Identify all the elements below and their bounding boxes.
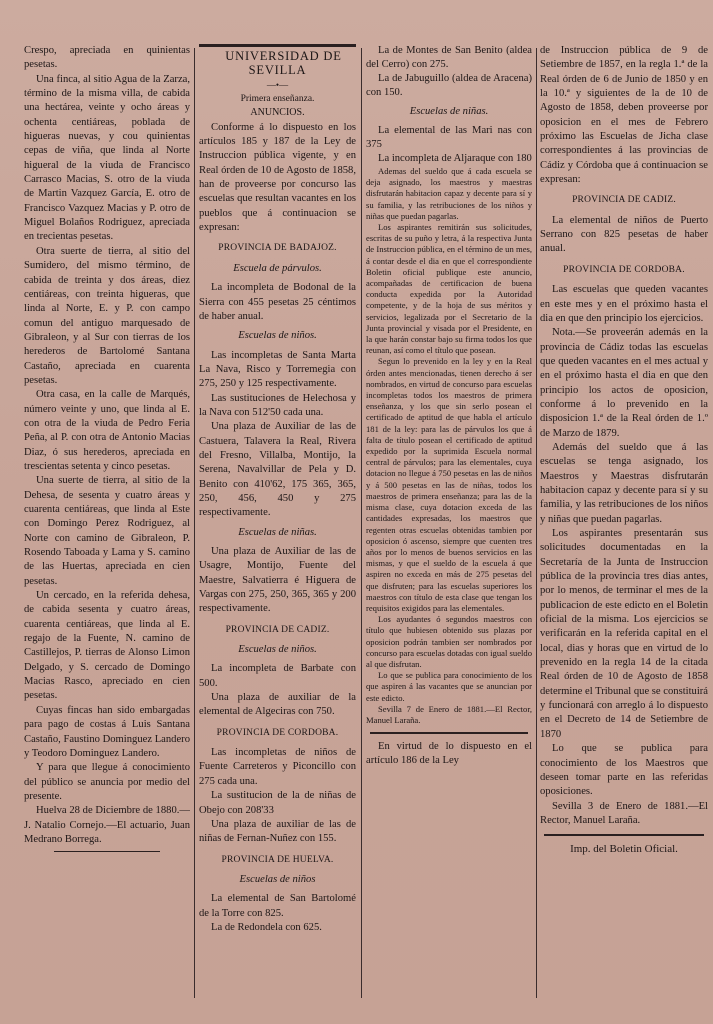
paragraph: Una finca, al sitio Agua de la Zarza, término de la misma villa, de cabida una hectárea, veinte y ocho áreas y ochenta centiáreas, poblada de higueras nuevas, y cou quinientas cepas de viña, que linda al Norte higueral de la viuda de Francisco Carrasco Macias, S. otro de la viuda de Martin Vazquez García, E. otro de Francisco Vazquez Macias y P. otro de Miguel Bolaños Rodriguez, apreciada en trecientas pesetas. bbox=[24, 73, 190, 243]
school-type: Escuelas de niñas. bbox=[238, 526, 317, 538]
province-heading: PROVINCIA DE CADIZ. bbox=[572, 195, 676, 206]
paragraph: La incompleta de Barbate con 500. bbox=[199, 663, 356, 689]
paragraph: La elemental de niños de Puerto Serrano con 825 pesetas de haber anual. bbox=[540, 214, 708, 255]
column-divider bbox=[194, 48, 195, 998]
ornament: —•— bbox=[266, 79, 289, 90]
paragraph: Segun lo prevenido en la ley y en la Real órden antes mencionadas, tienen derecho á ser nombrados, en virtud de concurso para escuelas incompletas todos los maestros de primera enseñanza, y los que sin serlo posean el certificado de aptitud de que habla el artículo 181 de la ley: para las de párvulos los que á falta de título posean el certificado de aptitud expedido por la suprimida Escuela normal central de párvulos; para las elementales, cuya dotacion no llegue á 750 pesetas en las de niños y á 500 pesetas en las de niñas, todos los maestros de primera enseñanza; para las de la misma clase, cuya dotacion exceda de las cantidades expresadas, los maestros que regenten otras escuelas obtenidas tambien por oposicion ó ascenso, siempre que cuenten tres años por lo menos de buenos servicios en las mismas, y que el sueldo de la escuela á que aspiren no exceda en más de 275 pesetas del que disfruten; para las escuelas superiores los maestros con título de esta clase que tengan los requisitos exigidos para las elementales. bbox=[366, 356, 532, 613]
paragraph: Las incompletas de Santa Marta La Nava, Risco y Torremegia con 275, 250 y 125 respectivamente. bbox=[199, 349, 356, 390]
column-divider bbox=[361, 48, 362, 998]
paragraph: Una plaza de Auxiliar de las de Usagre, Montijo, Fuente del Maestre, Salvatierra é Higuera de Vargas con 275, 250, 365, 365 y 200 respectivamente. bbox=[199, 546, 356, 615]
paragraph: Cuyas fincas han sido embargadas para pago de costas á Luis Santana Castaño, Faustino Dominguez Landero y Teodoro Dominguez Landero. bbox=[24, 704, 190, 759]
paragraph: La incompleta de Bodonal de la Sierra con 455 pesetas 25 céntimos de haber anual. bbox=[199, 282, 356, 322]
paragraph: Una suerte de tierra, al sitio de la Dehesa, de sesenta y cuatro áreas y cuarenta centiáreas, que linda al Este con Domingo Perez Rodriguez, al Norte con camino de Gibraleon, P. Rosendo Taboada y Lama y S. camino de las Huertas, apreciada en cien pesetas. bbox=[24, 475, 190, 587]
paragraph: Y para que llegue á conocimiento del público se anuncia por medio del presente. bbox=[24, 762, 190, 802]
paragraph: La de Montes de San Benito (aldea del Cerro) con 275. bbox=[366, 45, 532, 70]
section-rule bbox=[544, 834, 704, 836]
province-heading: PROVINCIA DE CADIZ. bbox=[225, 624, 330, 635]
paragraph: Sevilla 3 de Enero de 1881.—El Rector, Manuel Laraña. bbox=[540, 800, 708, 826]
paragraph: La sustitucion de la de niñas de Obejo con 208'33 bbox=[199, 790, 356, 816]
section-subheading: Primera enseñanza. bbox=[240, 94, 315, 105]
paragraph: Una plaza de auxiliar de las de niñas de Fernan-Nuñez con 155. bbox=[199, 818, 356, 845]
paragraph: Crespo, apreciada en quinientas pesetas. bbox=[24, 45, 190, 71]
school-type: Escuelas de niños. bbox=[238, 330, 317, 342]
school-type: Escuelas de niños. bbox=[238, 644, 317, 656]
province-heading: PROVINCIA DE CORDOBA. bbox=[563, 264, 685, 275]
paragraph: Otra suerte de tierra, al sitio del Sumidero, del mismo término, de cabida de treinta y dos áreas, diez centiáreas, con treinta higueras, que linda al Norte, E. y P. con campo comun del antiguo marquesado de Gibraleon, y al Sur con tierras de los herederos de Bartolomé Santana Castaño, apreciada en cuarenta pesetas. bbox=[24, 245, 190, 386]
paragraph: Los ayudantes ó segundos maestros con título que hubiesen obtenido sus plazas por oposicion podrán tambien ser nombrados por concurso para escuelas dotadas con igual sueldo al que disfrutan. bbox=[366, 614, 532, 669]
section-rule bbox=[370, 732, 528, 734]
closing-rule bbox=[54, 851, 160, 852]
paragraph: La elemental de las Mari nas con 375 bbox=[366, 125, 532, 150]
paragraph: Ademas del sueldo que á cada escuela se deja asignado, los maestros y maestras disfrutarán habitacion capaz y decente para sí y su familia, y las retribuciones de los niños y niñas que puedan pagarlas. bbox=[366, 166, 532, 221]
paragraph: Los aspirantes remitirán sus solicitudes, escritas de su puño y letra, á la respectiva Junta de Instruccion pública, en el término de un mes, á contar desde el dia en que el correspondiente Boletin oficial publique este anuncio, acompañadas de certificacion de buena conducta expedida por la Autoridad competente, y de la hoja de sus méritos y servicios, legalizada por el Secretario de la Junta provincial y visada por el Presidente, en la que harán constar bajo su firma todos los que reunan, así como el título que posean. bbox=[366, 222, 532, 356]
paragraph: Lo que se publica para conocimiento de los Maestros que deseen tomar parte en las referidas oposiciones. bbox=[540, 743, 708, 798]
paragraph: Nota.—Se proveerán además en la provincia de Cádiz todas las escuelas que queden vacantes en el mes actual y en el próximo hasta el dia en que den principio los actos de oposicion, conforme á lo prevenido en la disposicion 1.ª de la Real órden de 1.º de Marzo de 1879. bbox=[540, 327, 708, 439]
paragraph: Un cercado, en la referida dehesa, de cabida sesenta y cuatro áreas, cuarenta centiáreas, que linda al E. regajo de la Fuente, N. camino de Castillejos, P. tierras de Alonso Limon Delgado, y S. cercado de Domingo Macias Rasco, apreciado en cien pesetas. bbox=[24, 590, 190, 702]
paragraph: La incompleta de Aljaraque con 180 bbox=[378, 153, 532, 164]
province-heading: PROVINCIA DE HUELVA. bbox=[221, 854, 334, 865]
column-4 bbox=[540, 44, 708, 1004]
paragraph: de Instruccion pública de 9 de Setiembre de 1857, en la regla 1.ª de la Real órden de 6 de Junio de 1850 y en la 10.ª y siguientes de la de 10 de Agosto de 1858, deben proveerse por oposicion en el mes de Febrero próximo las Escuelas de Jicha clase correspondientes á las provincias de Cádiz y Córdoba que á continuacion se expresan: bbox=[540, 45, 708, 186]
paragraph: Huelva 28 de Diciembre de 1880.—J. Natalio Cornejo.—El actuario, Juan Medrano Borrega. bbox=[24, 805, 190, 845]
university-heading: UNIVERSIDAD DE SEVILLA bbox=[199, 44, 356, 78]
school-type: Escuelas de niñas. bbox=[409, 106, 489, 117]
column-2 bbox=[199, 44, 356, 1004]
paragraph: Sevilla 7 de Enero de 1881.—El Rector, Manuel Laraña. bbox=[366, 703, 532, 725]
paragraph: Otra casa, en la calle de Marqués, número veinte y uno, que linda al E. con otra de la viuda de Pedro Feria Peña, al P. con otra de Antonio Macias Diaz, ó sus herederos, apreciada en trescientas setenta y cinco pesetas. bbox=[24, 389, 190, 472]
paragraph: Las incompletas de niños de Fuente Carreteros y Piconcillo con 275 cada una. bbox=[199, 747, 356, 787]
column-1 bbox=[24, 44, 190, 1004]
imprint: Imp. del Boletin Oficial. bbox=[570, 843, 678, 856]
province-heading: PROVINCIA DE BADAJOZ. bbox=[218, 243, 337, 254]
paragraph: Una plaza de auxiliar de la elemental de Algeciras con 750. bbox=[199, 692, 356, 718]
paragraph: La de Jabuguillo (aldea de Aracena) con 150. bbox=[366, 73, 532, 98]
paragraph: En virtud de lo dispuesto en el artículo 186 de la Ley bbox=[366, 741, 532, 767]
paragraph: Una plaza de Auxiliar de las de Castuera, Talavera la Real, Rivera del Fresno, Villalba, Montijo, la Serena, Navalvillar de Pela y D. Benito con 410'62, 175 365, 365, 250, 456, 450 y 275 respectivamente. bbox=[199, 421, 356, 519]
column-divider bbox=[536, 48, 537, 998]
paragraph: Los aspirantes presentarán sus solicitudes documentadas en la Secretaría de la Junta de Instruccion pública de la provincia tres dias antes, por lo menos, de terminar el mes de la publicacion de este edicto en el Boletin oficial de la misma. Los ejercicios se verificarán en la referida capital en el local, dias y horas que en virtud de lo prevenido en la regla 14 de la citada Real órden de 10 de Agosto de 1858 determine el Tribunal que se constituirá y funcionará con arreglo á lo dispuesto en el Decreto de 14 de Setiembre de 1870 bbox=[540, 528, 708, 740]
province-heading: PROVINCIA DE CORDOBA. bbox=[216, 727, 339, 738]
column-3 bbox=[366, 44, 532, 1004]
paragraph: Las sustituciones de Helechosa y la Nava con 512'50 cada una. bbox=[199, 392, 356, 418]
school-type: Escuelas de niños bbox=[239, 873, 316, 885]
school-type: Escuela de párvulos. bbox=[233, 262, 322, 274]
paragraph: Conforme á lo dispuesto en los artículos 185 y 187 de la Ley de Instruccion pública vigente, y en Real órden de 10 de Agosto de 1858, han de proveerse por concurso las escuelas que resultan vacantes en los pueblos que á continuacion se expresan: bbox=[199, 121, 356, 234]
paragraph: Lo que se publica para conocimiento de los que aspiren á las vacantes que se anuncian por este edicto. bbox=[366, 670, 532, 703]
anuncios-heading: ANUNCIOS. bbox=[250, 107, 305, 119]
paragraph: Además del sueldo que á las escuelas se tenga asignado, los Maestros y Maestras disfrutarán habitacion capaz y decente para sí y su familia, y las retribuciones de los niños y niñas que puedan pagarlas. bbox=[540, 441, 708, 525]
paragraph: La elemental de San Bartolomé de la Torre con 825. bbox=[199, 893, 356, 919]
paragraph: La de Redondela con 625. bbox=[211, 921, 322, 933]
paragraph: Las escuelas que queden vacantes en este mes y en el próximo hasta el dia en que den principio los ejercicios. bbox=[540, 284, 708, 324]
